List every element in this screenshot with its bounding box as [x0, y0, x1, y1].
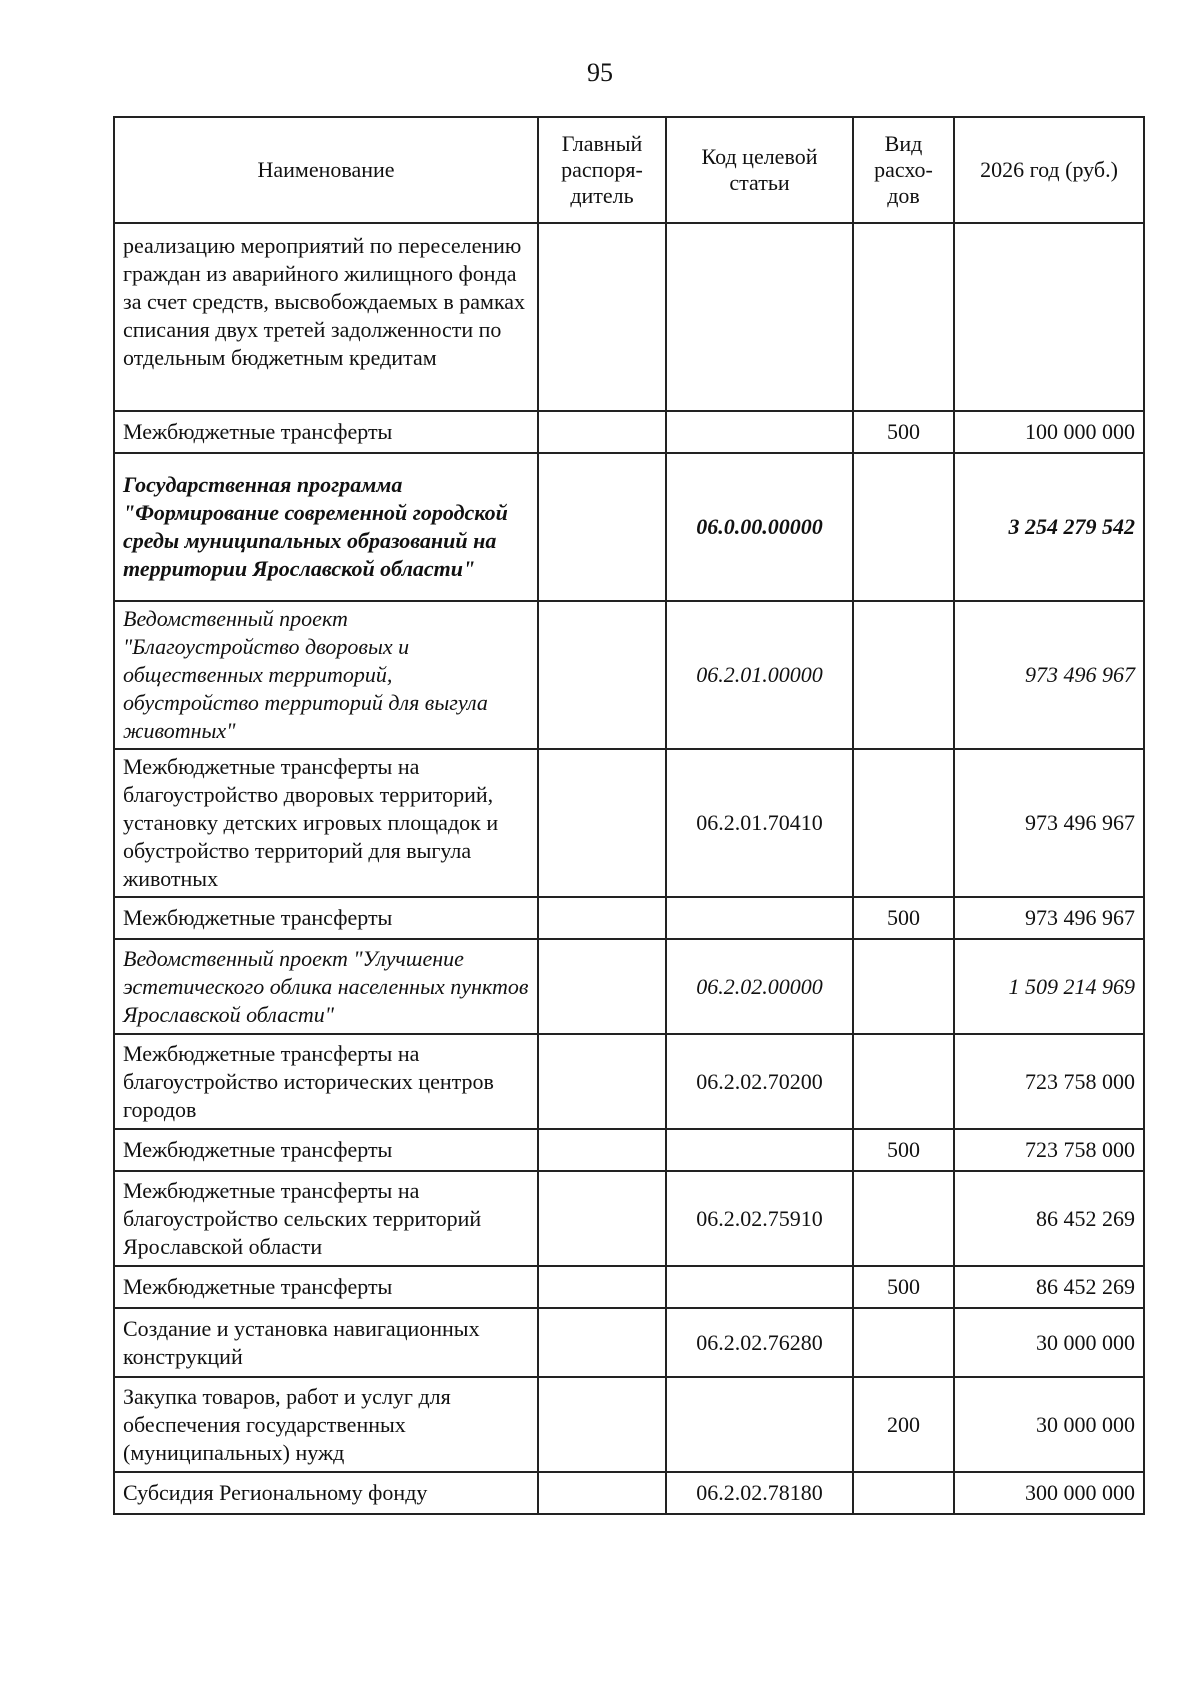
table-row: [114, 601, 1144, 749]
row-kind: [853, 1472, 954, 1514]
row-code: [666, 223, 853, 411]
row-amount: 86 452 269: [954, 1266, 1144, 1308]
row-amount: 300 000 000: [954, 1472, 1144, 1514]
table-row: [114, 1034, 1144, 1129]
row-kind: 500: [853, 1266, 954, 1308]
table-row: [114, 1377, 1144, 1472]
row-name: Ведомственный проект "Благоустройство дворовых и общественных территорий, обустройство территорий для выгула животных": [114, 601, 538, 749]
row-code: 06.2.02.78180: [666, 1472, 853, 1514]
table-row: [114, 411, 1144, 453]
table-row: [114, 1308, 1144, 1377]
table-header-row: [114, 117, 1144, 223]
table-row: [114, 939, 1144, 1034]
row-name: Государственная программа "Формирование современной городской среды муниципальных образований на территории Ярославской области": [114, 453, 538, 601]
row-code: 06.2.02.00000: [666, 939, 853, 1034]
row-code: 06.2.01.00000: [666, 601, 853, 749]
row-main-manager: [538, 223, 666, 411]
row-name: Межбюджетные трансферты на благоустройство сельских территорий Ярославской области: [114, 1171, 538, 1266]
row-amount: 973 496 967: [954, 897, 1144, 939]
header-main-manager: Главный распоря-дитель: [538, 117, 666, 223]
row-kind: [853, 939, 954, 1034]
table-row: [114, 1266, 1144, 1308]
row-main-manager: [538, 1129, 666, 1171]
budget-table: [113, 116, 1145, 1515]
row-amount: 3 254 279 542: [954, 453, 1144, 601]
row-main-manager: [538, 1266, 666, 1308]
header-target-code: Код целевой статьи: [666, 117, 853, 223]
row-amount: 723 758 000: [954, 1129, 1144, 1171]
row-amount: [954, 223, 1144, 411]
row-name: Межбюджетные трансферты: [114, 1266, 538, 1308]
table-row: [114, 1129, 1144, 1171]
row-kind: [853, 601, 954, 749]
row-code: [666, 897, 853, 939]
row-kind: [853, 749, 954, 897]
row-amount: 723 758 000: [954, 1034, 1144, 1129]
row-name: Закупка товаров, работ и услуг для обеспечения государственных (муниципальных) нужд: [114, 1377, 538, 1472]
row-amount: 100 000 000: [954, 411, 1144, 453]
row-kind: 500: [853, 1129, 954, 1171]
row-main-manager: [538, 601, 666, 749]
row-code: 06.2.02.70200: [666, 1034, 853, 1129]
row-main-manager: [538, 411, 666, 453]
row-code: 06.2.02.76280: [666, 1308, 853, 1377]
row-amount: 973 496 967: [954, 749, 1144, 897]
table-row: [114, 223, 1144, 411]
row-code: [666, 1266, 853, 1308]
row-main-manager: [538, 939, 666, 1034]
row-amount: 86 452 269: [954, 1171, 1144, 1266]
row-main-manager: [538, 1472, 666, 1514]
row-amount: 30 000 000: [954, 1377, 1144, 1472]
row-name: Ведомственный проект "Улучшение эстетического облика населенных пунктов Ярославской области": [114, 939, 538, 1034]
row-main-manager: [538, 453, 666, 601]
row-kind: [853, 1171, 954, 1266]
row-kind: 200: [853, 1377, 954, 1472]
row-name: реализацию мероприятий по переселению граждан из аварийного жилищного фонда за счет средств, высвобождаемых в рамках списания двух третей задолженности по отдельным бюджетным кредитам: [114, 223, 538, 411]
row-amount: 30 000 000: [954, 1308, 1144, 1377]
table-row: [114, 749, 1144, 897]
row-main-manager: [538, 1034, 666, 1129]
row-main-manager: [538, 897, 666, 939]
row-name: Межбюджетные трансферты на благоустройство дворовых территорий, установку детских игровых площадок и обустройство территорий для выгула животных: [114, 749, 538, 897]
row-name: Создание и установка навигационных конструкций: [114, 1308, 538, 1377]
row-kind: [853, 1034, 954, 1129]
row-code: 06.2.01.70410: [666, 749, 853, 897]
row-main-manager: [538, 1377, 666, 1472]
row-main-manager: [538, 1171, 666, 1266]
row-code: [666, 411, 853, 453]
table-row: [114, 1472, 1144, 1514]
row-name: Субсидия Региональному фонду: [114, 1472, 538, 1514]
header-name: Наименование: [114, 117, 538, 223]
row-kind: [853, 453, 954, 601]
row-code: 06.2.02.75910: [666, 1171, 853, 1266]
row-kind: [853, 223, 954, 411]
row-kind: 500: [853, 897, 954, 939]
row-main-manager: [538, 1308, 666, 1377]
row-name: Межбюджетные трансферты: [114, 411, 538, 453]
row-amount: 1 509 214 969: [954, 939, 1144, 1034]
row-kind: [853, 1308, 954, 1377]
header-expense-kind: Вид расхо-дов: [853, 117, 954, 223]
row-main-manager: [538, 749, 666, 897]
row-amount: 973 496 967: [954, 601, 1144, 749]
row-code: [666, 1129, 853, 1171]
table-row: [114, 897, 1144, 939]
header-year-amount: 2026 год (руб.): [954, 117, 1144, 223]
row-kind: 500: [853, 411, 954, 453]
row-name: Межбюджетные трансферты на благоустройство исторических центров городов: [114, 1034, 538, 1129]
page-number: 95: [587, 58, 613, 87]
table-row: [114, 1171, 1144, 1266]
row-name: Межбюджетные трансферты: [114, 897, 538, 939]
row-code: [666, 1377, 853, 1472]
row-code: 06.0.00.00000: [666, 453, 853, 601]
row-name: Межбюджетные трансферты: [114, 1129, 538, 1171]
table-row: [114, 453, 1144, 601]
